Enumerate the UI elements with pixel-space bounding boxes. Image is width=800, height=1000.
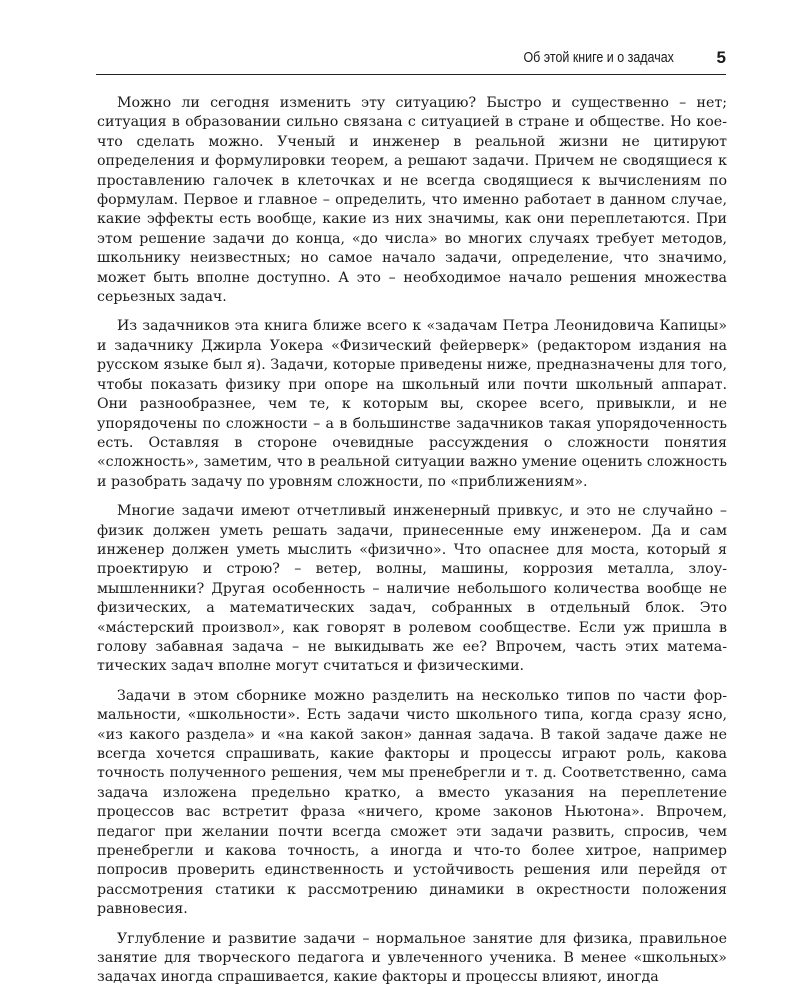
body-text [97,94,727,998]
paragraph: Многие задачи имеют отчетливый инженерный привкус, и это не случайно – физик должен уметь решать задачи, принесенные ему инженером. Да и сам инженер должен уметь мыслить «физично». Что опаснее для моста, который я проектирую и строю? – ветер, волны, машины, коррозия металла, злоумышленники? Другая особенность – наличие небольшого количества вообще не физических, а математических задач, собранных в отдельный блок. Это «ма́стерский произвол», как говорят в ролевом сообществе. Если уж пришла в голову забавная задача – не выкидывать же ее? Впрочем, часть этих математических задач вполне могут считаться и физическими. [97,503,727,675]
running-title: Об этой книге и о задачах [523,50,674,66]
paragraph: Из задачников эта книга ближе всего к «задачам Петра Леонидовича Капицы» и задачнику Джирла Уокера «Физический фейерверк» (редактором издания на русском языке был я). Задачи, которые приведены ниже, предназначены для того, чтобы показать физику при опоре на школьный или почти школьный аппарат. Они разнообразнее, чем те, к которым вы, скорее всего, привыкли, и не упорядочены по сложности – а в большинстве задачников такая упорядоченность есть. Оставляя в стороне очевидные рассуждения о сложности понятия «сложность», заметим, что в реальной ситуации важно умение оценить сложность и разобрать задачу по уровням сложности, по «приближениям». [97,318,727,490]
page-number: 5 [716,48,726,67]
paragraph: Задачи в этом сборнике можно разделить на несколько типов по части формальности, «школьности». Есть задачи чисто школьного типа, когда сразу ясно, «из какого раздела» и «на какой закон» данная задача. В такой задаче даже не всегда хочется спрашивать, какие факторы и процессы играют роль, какова точность полученного решения, чем мы пренебрегли и т. д. Соответственно, сама задача изложена предельно кратко, а вместо указания на переплетение процессов вас встретит фраза «ничего, кроме законов Ньютона». Впрочем, педагог при желании почти всегда сможет эти задачи развить, спросив, чем пренебрегли и какова точность, а иногда и что-то более хитрое, например попросив проверить единственность и устойчивость решения или перейдя от рассмотрения статики к рассмотрению динамики в окрестности положения равновесия. [97,687,727,918]
paragraph: Углубление и развитие задачи – нормальное занятие для физика, правильное занятие для творческого педагога и увлеченного ученика. В менее «школьных» задачах иногда спрашивается, какие факторы и процессы влияют, иногда [97,930,727,986]
paragraph: Можно ли сегодня изменить эту ситуацию? Быстро и существенно – нет; ситуация в образовании сильно связана с ситуацией в стране и обществе. Но кое-что сделать можно. Ученый и инженер в реальной жизни не цитируют определения и формулировки теорем, а решают задачи. Причем не сводящиеся к проставлению галочек в клеточках и не всегда сводящиеся к вычислениям по формулам. Первое и главное – определить, что именно работает в данном случае, какие эффекты есть вообще, какие из них значимы, как они переплетаются. При этом решение задачи до конца, «до числа» во многих случаях требует методов, школьнику неизвестных; но самое начало задачи, определение, что значимо, может быть вполне доступно. А это – необходимое начало решения множества серьезных задач. [97,95,727,306]
running-header [96,46,726,75]
